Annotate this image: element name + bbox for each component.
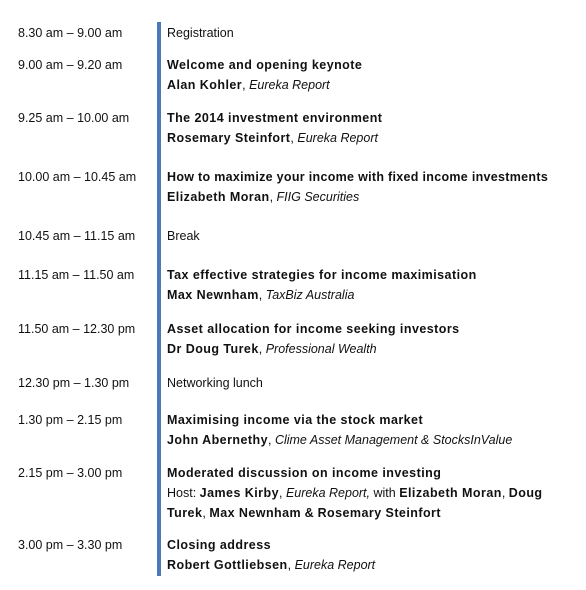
speaker-org: Eureka Report <box>297 131 378 145</box>
session-content <box>167 229 579 243</box>
session-time: 9.00 am – 9.20 am <box>18 58 123 72</box>
session-time: 3.00 pm – 3.30 pm <box>18 538 123 552</box>
session-content <box>167 463 579 523</box>
session-content <box>167 167 579 207</box>
panelist-name: Elizabeth Moran <box>399 486 502 500</box>
host-prefix: Host: <box>167 486 197 500</box>
session-content <box>167 265 579 305</box>
host-name: James Kirby <box>199 486 279 500</box>
speaker-name: Dr Doug Turek <box>167 342 259 356</box>
session-speaker: Elizabeth Moran, FIIG Securities <box>167 190 360 204</box>
speaker-name: Max Newnham <box>167 288 259 302</box>
session-time: 11.50 am – 12.30 pm <box>18 322 136 336</box>
speaker-org: Eureka Report <box>249 78 330 92</box>
session-time: 8.30 am – 9.00 am <box>18 26 123 40</box>
session-title: The 2014 investment environment <box>167 111 383 125</box>
session-speaker: Dr Doug Turek, Professional Wealth <box>167 342 377 356</box>
session-label: Networking lunch <box>167 376 263 390</box>
speaker-name: Rosemary Steinfort <box>167 131 291 145</box>
session-title: Moderated discussion on income investing <box>167 466 442 480</box>
speaker-org: TaxBiz Australia <box>265 288 355 302</box>
speaker-org: FIIG Securities <box>276 190 360 204</box>
session-title: Maximising income via the stock market <box>167 413 424 427</box>
session-time: 12.30 pm – 1.30 pm <box>18 376 130 390</box>
session-time: 10.00 am – 10.45 am <box>18 170 137 184</box>
session-title: Closing address <box>167 538 271 552</box>
session-content <box>167 55 579 95</box>
session-content <box>167 319 579 359</box>
session-speaker: John Abernethy, Clime Asset Management & StocksInValue <box>167 433 513 447</box>
session-content <box>167 108 579 148</box>
speaker-name: John Abernethy <box>167 433 268 447</box>
speaker-name: Elizabeth Moran <box>167 190 270 204</box>
session-content <box>167 535 579 575</box>
session-time: 2.15 pm – 3.00 pm <box>18 466 123 480</box>
panelist-name: Doug Turek <box>167 486 543 520</box>
speaker-org: Professional Wealth <box>265 342 377 356</box>
session-speaker: Alan Kohler, Eureka Report <box>167 78 330 92</box>
session-speaker: Max Newnham, TaxBiz Australia <box>167 288 355 302</box>
speaker-name: Alan Kohler <box>167 78 243 92</box>
panelist-name: Max Newnham <box>209 506 302 520</box>
session-time: 1.30 pm – 2.15 pm <box>18 413 123 427</box>
timeline-divider <box>157 22 161 576</box>
session-speaker: Rosemary Steinfort, Eureka Report <box>167 131 378 145</box>
panel-ampersand: & <box>304 506 315 520</box>
session-label: Registration <box>167 26 234 40</box>
panelist-name: Rosemary Steinfort <box>317 506 441 520</box>
session-title: Tax effective strategies for income maximisation <box>167 268 477 282</box>
session-time: 9.25 am – 10.00 am <box>18 111 130 125</box>
speaker-org: Eureka Report <box>294 558 376 572</box>
session-speaker: Robert Gottliebsen, Eureka Report <box>167 558 376 572</box>
session-title: Asset allocation for income seeking investors <box>167 322 460 336</box>
host-with: with <box>373 486 396 500</box>
speaker-org: Clime Asset Management & StocksInValue <box>274 433 513 447</box>
host-org: Eureka Report, <box>285 486 371 500</box>
session-content <box>167 26 579 40</box>
session-label: Break <box>167 229 200 243</box>
session-content <box>167 376 579 390</box>
speaker-name: Robert Gottliebsen <box>167 558 288 572</box>
session-title: Welcome and opening keynote <box>167 58 363 72</box>
session-content <box>167 410 579 450</box>
session-time: 10.45 am – 11.15 am <box>18 229 136 243</box>
session-title: How to maximize your income with fixed income investments <box>167 170 549 184</box>
session-time: 11.15 am – 11.50 am <box>18 268 135 282</box>
session-host-panel: Host: James Kirby, Eureka Report, with Elizabeth Moran, Doug Turek, Max Newnham & Rosemary Steinfort <box>167 486 543 520</box>
